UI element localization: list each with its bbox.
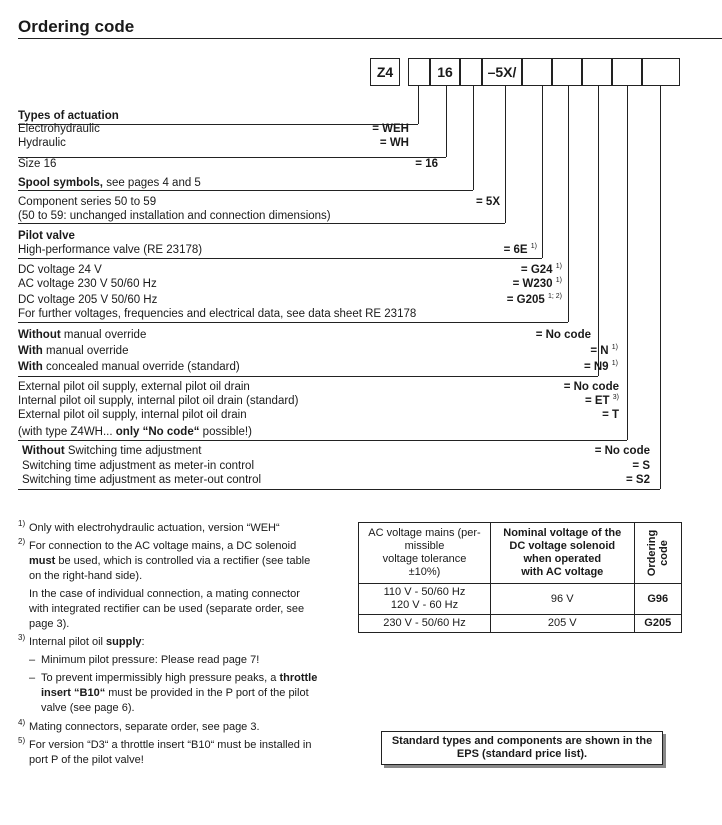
ac230-code-value: = W230 (512, 278, 553, 290)
dc24-footnote-ref: 1) (555, 263, 562, 271)
row2-nominal: 205 V (490, 615, 634, 633)
footnote-2-num: 2) (18, 537, 26, 546)
page-title: Ordering code (18, 17, 135, 36)
footnote-3-bullet1-dash: – (29, 654, 36, 666)
footnote-3-post: : (141, 636, 145, 648)
row2-code: G205 (634, 615, 681, 633)
rule-voltage (18, 322, 568, 323)
header-ac-mains-l4: ±10%) (408, 566, 441, 578)
header-ordering-l1: Ordering (645, 529, 658, 576)
override-concealed-code (584, 360, 618, 374)
dc205-label: DC voltage 205 V 50/60 Hz (18, 294, 158, 306)
override-concealed-bold: With (18, 361, 43, 373)
connector-actuation (418, 86, 419, 124)
series-note: (50 to 59: unchanged installation and connection dimensions) (18, 210, 331, 222)
table-row (359, 615, 682, 633)
row1-mains-l2: 120 V - 60 Hz (390, 599, 459, 611)
footnote-1-text: Only with electrohydraulic actuation, version “WEH“ (29, 522, 280, 534)
dc205-code-value: = G205 (506, 294, 545, 306)
title-rule (18, 38, 722, 39)
header-ordering-code-rotated (646, 529, 670, 575)
code-box-series (482, 58, 522, 86)
int-int-footnote-ref: 3) (612, 394, 619, 402)
spool-label-rest: see pages 4 and 5 (103, 177, 201, 189)
footnote-4-num: 4) (18, 718, 26, 727)
pilot-hp-code (504, 243, 537, 257)
connector-series (505, 86, 506, 223)
footnote-3-bold: supply (106, 636, 142, 648)
connector-size (446, 86, 447, 157)
voltage-table-header (359, 523, 682, 584)
footnote-2-must: must (29, 555, 56, 567)
further-voltages: For further voltages, frequencies and electrical data, see data sheet RE 23178 (18, 308, 417, 320)
switch-out-label: Switching time adjustment as meter-out control (22, 474, 262, 486)
standard-note-line2: EPS (standard price list). (456, 748, 588, 760)
spool-label-bold: Spool symbols, (18, 177, 103, 189)
footnote-4-text: Mating connectors, separate order, see page 3. (29, 721, 260, 733)
hydraulic-code: = WH (379, 137, 409, 149)
header-nominal-l2: DC voltage solenoid (509, 540, 616, 552)
footnote-5-num: 5) (18, 736, 26, 745)
actuation-heading: Types of actuation (18, 110, 119, 122)
row1-mains-l1: 110 V - 50/60 Hz (383, 586, 466, 598)
header-nominal-voltage (490, 523, 634, 584)
ac230-code (513, 277, 562, 291)
switch-none-code: = No code (594, 445, 650, 457)
footnote-3-bullet2-line1 (41, 671, 317, 685)
code-box-pilot-oil (612, 58, 642, 86)
code-box-size: 16 (430, 58, 460, 86)
footnote-2-line2 (29, 554, 310, 568)
override-none-rest: manual override (60, 329, 147, 341)
rule-override (18, 376, 598, 377)
footnote-3-b2-l1: To prevent impermissibly high pressure peaks, a (41, 672, 280, 684)
ext-int-label: External pilot oil supply, internal pilot oil drain (18, 409, 247, 421)
pilot-hp-label: High-performance valve (RE 23178) (18, 244, 203, 256)
z4wh-note (18, 425, 252, 439)
override-with-footnote-ref: 1) (611, 344, 618, 352)
footnote-5-line2: port P of the pilot valve! (29, 754, 144, 766)
footnote-3-text (29, 635, 145, 649)
footnote-2-p2-line1: In the case of individual connection, a mating connector (29, 588, 300, 600)
header-nominal-l4: with AC voltage (521, 566, 604, 578)
override-concealed-label (18, 360, 240, 374)
dc24-code (521, 263, 562, 277)
series-label: Component series 50 to 59 (18, 196, 157, 208)
footnote-2-line2-rest: be used, which is controlled via a rectifier (see table (55, 555, 311, 567)
footnote-5-line1: For version “D3“ a throttle insert “B10“ must be installed in (29, 739, 312, 751)
header-ac-mains-l3: voltage tolerance (382, 553, 467, 565)
ext-ext-code: = No code (563, 381, 619, 393)
code-box-blank-1 (408, 58, 430, 86)
standard-note-line1: Standard types and components are shown in the (391, 735, 653, 747)
row1-nominal: 96 V (490, 584, 634, 615)
connector-spool (473, 86, 474, 190)
override-none-bold: Without (18, 329, 61, 341)
override-none-label (18, 328, 146, 342)
ext-int-code: = T (602, 409, 619, 421)
override-with-label (18, 344, 128, 358)
ext-ext-label: External pilot oil supply, external pilot oil drain (18, 381, 250, 393)
footnote-2-line1: For connection to the AC voltage mains, a DC solenoid (29, 540, 297, 552)
footnote-2-p2-line2: with integrated rectifier can be used (separate order, see (29, 603, 305, 615)
footnote-3-b2-l2-rest: must be provided in the P port of the pilot (105, 687, 309, 699)
footnote-3-insert: insert “B10“ (41, 687, 106, 699)
hydraulic-label: Hydraulic (18, 137, 66, 149)
override-with-code-value: = N (590, 345, 609, 357)
connector-pilot-oil (627, 86, 628, 440)
standard-note-box (381, 731, 663, 765)
switch-none-label (22, 444, 201, 458)
code-box-series-prefix: – (487, 64, 496, 80)
code-box-switching (642, 58, 680, 86)
code-box-slash: / (512, 64, 517, 80)
code-box-voltage (552, 58, 582, 86)
header-ac-mains-l1: AC voltage mains (per- (368, 527, 481, 539)
connector-voltage (568, 86, 569, 322)
code-box-override (582, 58, 612, 86)
footnote-3-throttle: throttle (279, 672, 318, 684)
connector-pilot (542, 86, 543, 258)
electrohydraulic-label: Electrohydraulic (18, 123, 100, 135)
row1-code: G96 (634, 584, 681, 615)
override-with-code (590, 344, 618, 358)
dc205-code (507, 293, 562, 307)
dc24-label: DC voltage 24 V (18, 264, 102, 276)
override-concealed-code-value: = N9 (583, 361, 609, 373)
row1-mains (359, 584, 491, 615)
header-ordering-l2: code (657, 539, 670, 566)
rule-switching (18, 489, 660, 490)
footnote-2-p2-line3: page 3). (29, 618, 70, 630)
voltage-table (358, 522, 682, 633)
rule-pilot (18, 258, 542, 259)
int-int-code-value: = ET (584, 395, 610, 407)
override-concealed-footnote-ref: 1) (611, 360, 618, 368)
series-code: = 5X (476, 196, 500, 208)
connector-switching (660, 86, 661, 489)
table-row (359, 584, 682, 615)
header-ac-mains (359, 523, 491, 584)
header-ordering-code (634, 523, 681, 584)
override-with-rest: manual override (42, 345, 129, 357)
code-box-pilot (522, 58, 552, 86)
footnote-2-line3: on the right-hand side). (29, 570, 143, 582)
rule-pilot-oil (18, 440, 627, 441)
footnote-3-bullet2-line2 (41, 686, 309, 700)
int-int-code (585, 394, 619, 408)
electrohydraulic-code: = WEH (372, 123, 409, 135)
spool-label (18, 176, 201, 190)
footnote-3-bullet2-dash: – (29, 672, 36, 684)
header-nominal-l1: Nominal voltage of the (503, 527, 622, 539)
footnote-1-num: 1) (18, 519, 26, 528)
footnote-3-pre: Internal pilot oil (29, 636, 107, 648)
override-none-code: = No code (535, 329, 591, 341)
footnote-3-num: 3) (18, 633, 26, 642)
ac230-footnote-ref: 1) (555, 277, 562, 285)
pilot-hp-footnote-ref: 1) (530, 243, 537, 251)
connector-override (598, 86, 599, 376)
override-with-bold: With (18, 345, 43, 357)
pilot-hp-code-value: = 6E (503, 244, 528, 256)
dc24-code-value: = G24 (520, 264, 553, 276)
z4wh-bold: only “No code“ (115, 426, 200, 438)
code-box-series-value: 5X (495, 64, 513, 80)
header-ac-mains-l2: missible (404, 540, 445, 552)
int-int-label: Internal pilot oil supply, internal pilot oil drain (standard) (18, 395, 299, 407)
code-box-z4: Z4 (370, 58, 400, 86)
footnote-3-bullet1: Minimum pilot pressure: Please read page 7! (41, 654, 260, 666)
code-box-spool (460, 58, 482, 86)
z4wh-post: possible!) (199, 426, 252, 438)
header-nominal-l3: when operated (523, 553, 602, 565)
row2-mains: 230 V - 50/60 Hz (359, 615, 491, 633)
dc205-footnote-ref: 1; 2) (547, 293, 562, 301)
footnote-3-bullet2-line3: valve (see page 6). (41, 702, 135, 714)
size-code: = 16 (415, 158, 438, 170)
switch-out-code: = S2 (626, 474, 650, 486)
size-label: Size 16 (18, 158, 57, 170)
pilot-heading: Pilot valve (18, 230, 75, 242)
switch-none-rest: Switching time adjustment (64, 445, 202, 457)
z4wh-pre: (with type Z4WH... (18, 426, 116, 438)
switch-in-label: Switching time adjustment as meter-in control (22, 460, 255, 472)
rule-spool (18, 190, 473, 191)
rule-series (18, 223, 505, 224)
override-concealed-rest: concealed manual override (standard) (42, 361, 240, 373)
switch-in-code: = S (632, 460, 650, 472)
ac230-label: AC voltage 230 V 50/60 Hz (18, 278, 157, 290)
rule-size (18, 157, 446, 158)
switch-none-bold: Without (22, 445, 65, 457)
